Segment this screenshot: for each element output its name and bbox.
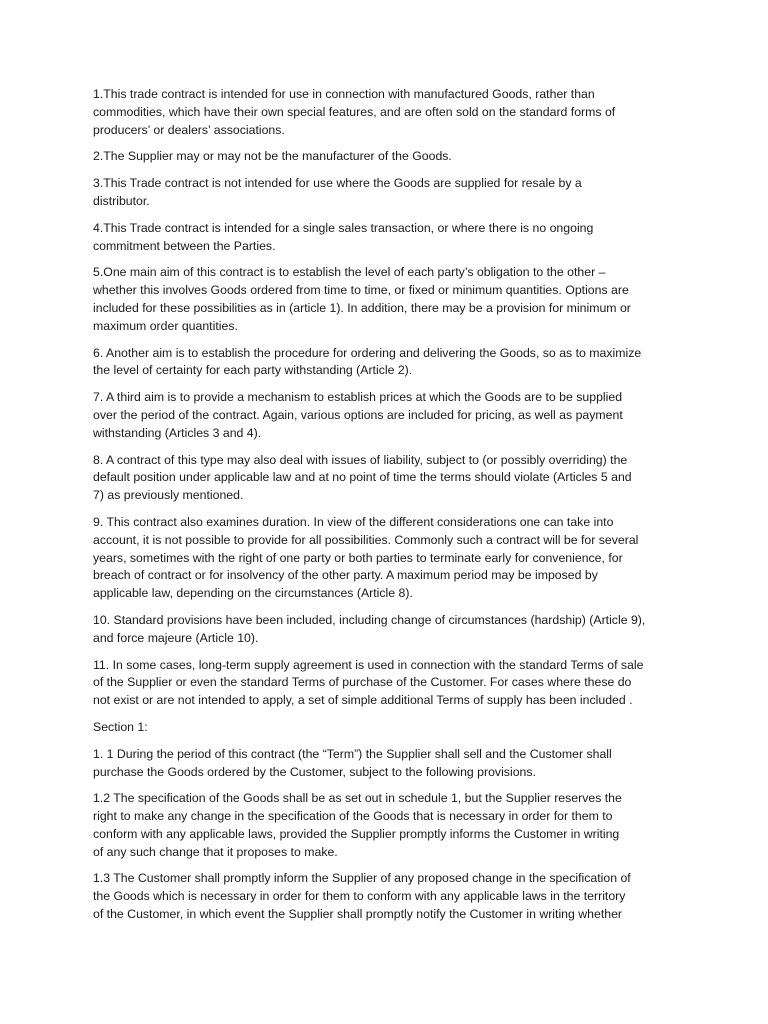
text-line: whether this involves Goods ordered from time to time, or fixed or minimum quantities. Options are: [93, 283, 629, 298]
text-line: producers’ or dealers’ associations.: [93, 122, 285, 137]
text-line: 2.The Supplier may or may not be the manufacturer of the Goods.: [93, 149, 452, 164]
text-line: 3.This Trade contract is not intended for use where the Goods are supplied for resale by a: [93, 176, 582, 191]
text-line: 5.One main aim of this contract is to establish the level of each party’s obligation to the other –: [93, 265, 606, 280]
paragraph-7: [93, 389, 685, 442]
paragraph-11: [93, 657, 685, 710]
text-line: 7) as previously mentioned.: [93, 488, 244, 503]
text-line: over the period of the contract. Again, various options are included for pricing, as well as payment: [93, 407, 623, 422]
text-line: conform with any applicable laws, provided the Supplier promptly informs the Customer in writing: [93, 826, 620, 841]
paragraph-1: [93, 86, 685, 139]
paragraph-3: [93, 175, 685, 211]
text-line: default position under applicable law and at no point of time the terms should violate (Articles 5 and: [93, 470, 632, 485]
text-line: 1.2 The specification of the Goods shall be as set out in schedule 1, but the Supplier reserves the: [93, 791, 622, 806]
text-line: maximum order quantities.: [93, 318, 238, 333]
clause-1-2: [93, 790, 685, 861]
text-line: commodities, which have their own special features, and are often sold on the standard forms of: [93, 104, 616, 119]
text-line: breach of contract or for insolvency of the other party. A maximum period may be imposed by: [93, 568, 598, 583]
text-line: and force majeure (Article 10).: [93, 630, 259, 645]
text-line: not exist or are not intended to apply, a set of simple additional Terms of supply has been included .: [93, 693, 633, 708]
text-line: purchase the Goods ordered by the Customer, subject to the following provisions.: [93, 764, 536, 779]
clause-1-1: [93, 746, 685, 782]
text-line: 7. A third aim is to provide a mechanism to establish prices at which the Goods are to be supplied: [93, 390, 623, 405]
paragraph-4: [93, 220, 685, 256]
text-line: commitment between the Parties.: [93, 238, 276, 253]
text-line: 9. This contract also examines duration. In view of the different considerations one can take into: [93, 514, 614, 529]
document-page: [93, 86, 685, 933]
text-line: 1. 1 During the period of this contract (the “Term”) the Supplier shall sell and the Customer shall: [93, 746, 612, 761]
text-line: of the Supplier or even the standard Terms of purchase of the Customer. For cases where these do: [93, 675, 632, 690]
text-line: 4.This Trade contract is intended for a single sales transaction, or where there is no ongoing: [93, 220, 594, 235]
section-heading: [93, 719, 685, 737]
text-line: 10. Standard provisions have been included, including change of circumstances (hardship) (Article 9),: [93, 612, 646, 627]
text-line: right to make any change in the specification of the Goods that is necessary in order for them to: [93, 809, 613, 824]
text-line: 6. Another aim is to establish the procedure for ordering and delivering the Goods, so as to maximize: [93, 345, 642, 360]
paragraph-9: [93, 514, 685, 603]
text-line: applicable law, depending on the circumstances (Article 8).: [93, 586, 413, 601]
text-line: 1.This trade contract is intended for use in connection with manufactured Goods, rather than: [93, 87, 595, 101]
text-line: distributor.: [93, 193, 150, 208]
paragraph-10: [93, 612, 685, 648]
text-line: of the Customer, in which event the Supplier shall promptly notify the Customer in writing whether: [93, 907, 623, 922]
text-line: the Goods which is necessary in order for them to conform with any applicable laws in the territory: [93, 889, 626, 904]
text-line: 8. A contract of this type may also deal with issues of liability, subject to (or possibly overriding) the: [93, 452, 628, 467]
paragraph-2: [93, 148, 685, 166]
text-line: of any such change that it proposes to make.: [93, 844, 338, 859]
paragraph-8: [93, 452, 685, 505]
text-line: years, sometimes with the right of one party or both parties to terminate early for convenience, for: [93, 550, 623, 565]
paragraph-6: [93, 345, 685, 381]
clause-1-3: [93, 870, 685, 923]
paragraph-5: [93, 264, 685, 335]
text-line: account, it is not possible to provide for all possibilities. Commonly such a contract will be for several: [93, 532, 639, 547]
text-line: Section 1:: [93, 719, 148, 734]
text-line: 11. In some cases, long-term supply agreement is used in connection with the standard Terms of sale: [93, 657, 644, 672]
text-line: withstanding (Articles 3 and 4).: [93, 425, 262, 440]
text-line: 1.3 The Customer shall promptly inform the Supplier of any proposed change in the specification of: [93, 871, 631, 886]
text-line: the level of certainty for each party withstanding (Article 2).: [93, 363, 413, 378]
text-line: included for these possibilities as in (article 1). In addition, there may be a provision for minimum or: [93, 300, 631, 315]
